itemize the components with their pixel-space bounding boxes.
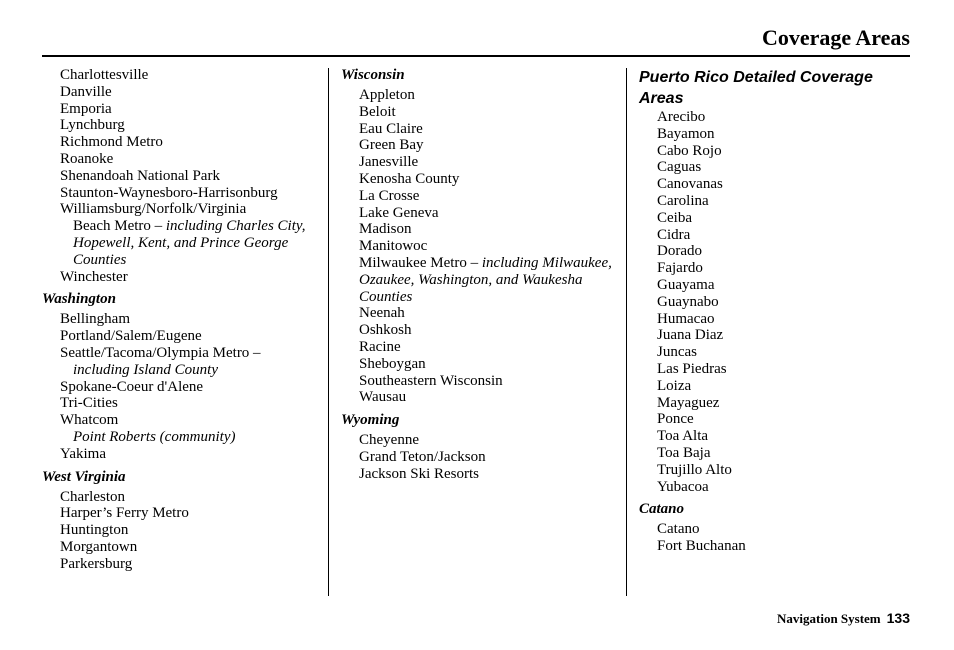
list-item: Ceiba (657, 209, 692, 226)
list-item: Spokane-Coeur d'Alene (60, 378, 204, 395)
list-item: Arecibo (657, 109, 706, 125)
list-item: Huntington (60, 522, 129, 539)
list-item (42, 218, 322, 268)
list-item: Carolina (657, 192, 709, 209)
list-item: Appleton (359, 87, 415, 103)
list-item: Madison (359, 221, 412, 238)
list-item: Bellingham (60, 311, 130, 328)
list-item: Tri-Cities (60, 395, 118, 412)
list-item: Portland/Salem/Eugene (60, 328, 202, 345)
list-item (341, 255, 616, 305)
list-item: Green Bay (359, 137, 424, 154)
page-title: Coverage Areas (761, 25, 910, 50)
footer-label: Navigation System (777, 611, 881, 626)
list-item: Whatcom (60, 412, 119, 429)
state-heading-west-virginia: West Virginia (42, 468, 126, 485)
list-item: Juncas (657, 344, 697, 361)
list-item: Jackson Ski Resorts (359, 465, 479, 482)
list-item: Emporia (60, 100, 112, 117)
list-item: Catano (657, 521, 700, 538)
list-item: Wausau (359, 389, 407, 406)
list-item: Yakima (60, 445, 106, 462)
list-item: Janesville (359, 154, 419, 171)
beach-metro-label: Beach Metro (73, 218, 151, 235)
list-item: Beloit (359, 103, 396, 120)
list-item: Juana Diaz (657, 327, 724, 344)
section-heading-puerto-rico: Puerto Rico Detailed Coverage Areas (639, 69, 873, 107)
list-item: Dorado (657, 243, 702, 260)
list-item: Oshkosh (359, 322, 412, 339)
page-number: 133 (886, 610, 910, 626)
list-item: Bayamon (657, 125, 715, 142)
list-item: Canovanas (657, 176, 723, 193)
list-item: Ponce (657, 411, 694, 428)
list-item: Manitowoc (359, 238, 428, 255)
list-item: Loiza (657, 377, 692, 394)
whatcom-note: Point Roberts (community) (73, 428, 236, 445)
list-item: Guaynabo (657, 293, 719, 310)
list-item: Lynchburg (60, 117, 125, 134)
list-item: Parkersburg (60, 555, 133, 572)
milwaukee-label: Milwaukee Metro (359, 254, 467, 271)
list-item: Eau Claire (359, 120, 423, 137)
list-item: Las Piedras (657, 360, 727, 377)
list-item: Lake Geneva (359, 204, 439, 221)
list-item: Southeastern Wisconsin (359, 372, 503, 389)
list-item (42, 345, 322, 379)
list-item: Morgantown (60, 538, 138, 555)
list-item: Cidra (657, 226, 691, 243)
list-item: Cheyenne (359, 432, 419, 449)
seattle-label: Seattle/Tacoma/Olympia Metro – (60, 344, 261, 361)
state-heading-washington: Washington (42, 291, 116, 308)
catano-list (639, 521, 914, 555)
list-item: Kenosha County (359, 170, 460, 187)
list-item: Staunton-Waynesboro-Harrisonburg (60, 184, 278, 201)
list-item: Roanoke (60, 150, 114, 167)
wisconsin-list (341, 87, 616, 406)
list-item: Grand Teton/Jackson (359, 448, 486, 465)
list-item: Mayaguez (657, 394, 720, 411)
list-item: Neenah (359, 305, 405, 322)
list-item: Toa Alta (657, 428, 709, 445)
page-footer (777, 609, 910, 628)
puerto-rico-list (639, 109, 914, 495)
column-divider-2 (626, 68, 627, 596)
virginia-list (42, 67, 322, 285)
list-item: Yubacoa (657, 478, 709, 495)
list-item: Winchester (60, 268, 128, 285)
list-item: Fajardo (657, 260, 703, 277)
list-item: Trujillo Alto (657, 461, 732, 478)
list-item: Humacao (657, 310, 715, 327)
list-item: Harper’s Ferry Metro (60, 505, 189, 522)
column-2 (341, 67, 616, 483)
list-item: Toa Baja (657, 444, 711, 461)
state-heading-wisconsin: Wisconsin (341, 67, 405, 83)
section-heading-catano: Catano (639, 501, 685, 518)
list-item: Danville (60, 83, 112, 100)
list-item: Charlottesville (60, 67, 149, 83)
column-3 (639, 67, 914, 555)
column-1 (42, 67, 322, 573)
seattle-note: including Island County (73, 361, 218, 378)
list-item: La Crosse (359, 187, 420, 204)
list-item: Richmond Metro (60, 134, 163, 151)
milwaukee-note: – including Milwaukee, Ozaukee, Washington, and Waukesha Counties (359, 254, 612, 305)
list-item: Cabo Rojo (657, 142, 722, 159)
wyoming-list (341, 432, 616, 482)
beach-metro-note: – including Charles City, Hopewell, Kent, and Prince George Counties (73, 218, 306, 268)
list-item: Fort Buchanan (657, 538, 746, 555)
column-divider-1 (328, 68, 329, 596)
title-rule (42, 55, 910, 57)
washington-list (42, 311, 322, 462)
list-item: Shenandoah National Park (60, 167, 220, 184)
list-item: Williamsburg/Norfolk/Virginia (60, 201, 247, 218)
list-item: Charleston (60, 488, 125, 505)
state-heading-wyoming: Wyoming (341, 412, 400, 429)
list-item: Sheboygan (359, 355, 426, 372)
west-virginia-list (42, 489, 322, 573)
list-item: Racine (359, 338, 401, 355)
list-item: Caguas (657, 159, 702, 176)
list-item: Guayama (657, 276, 715, 293)
